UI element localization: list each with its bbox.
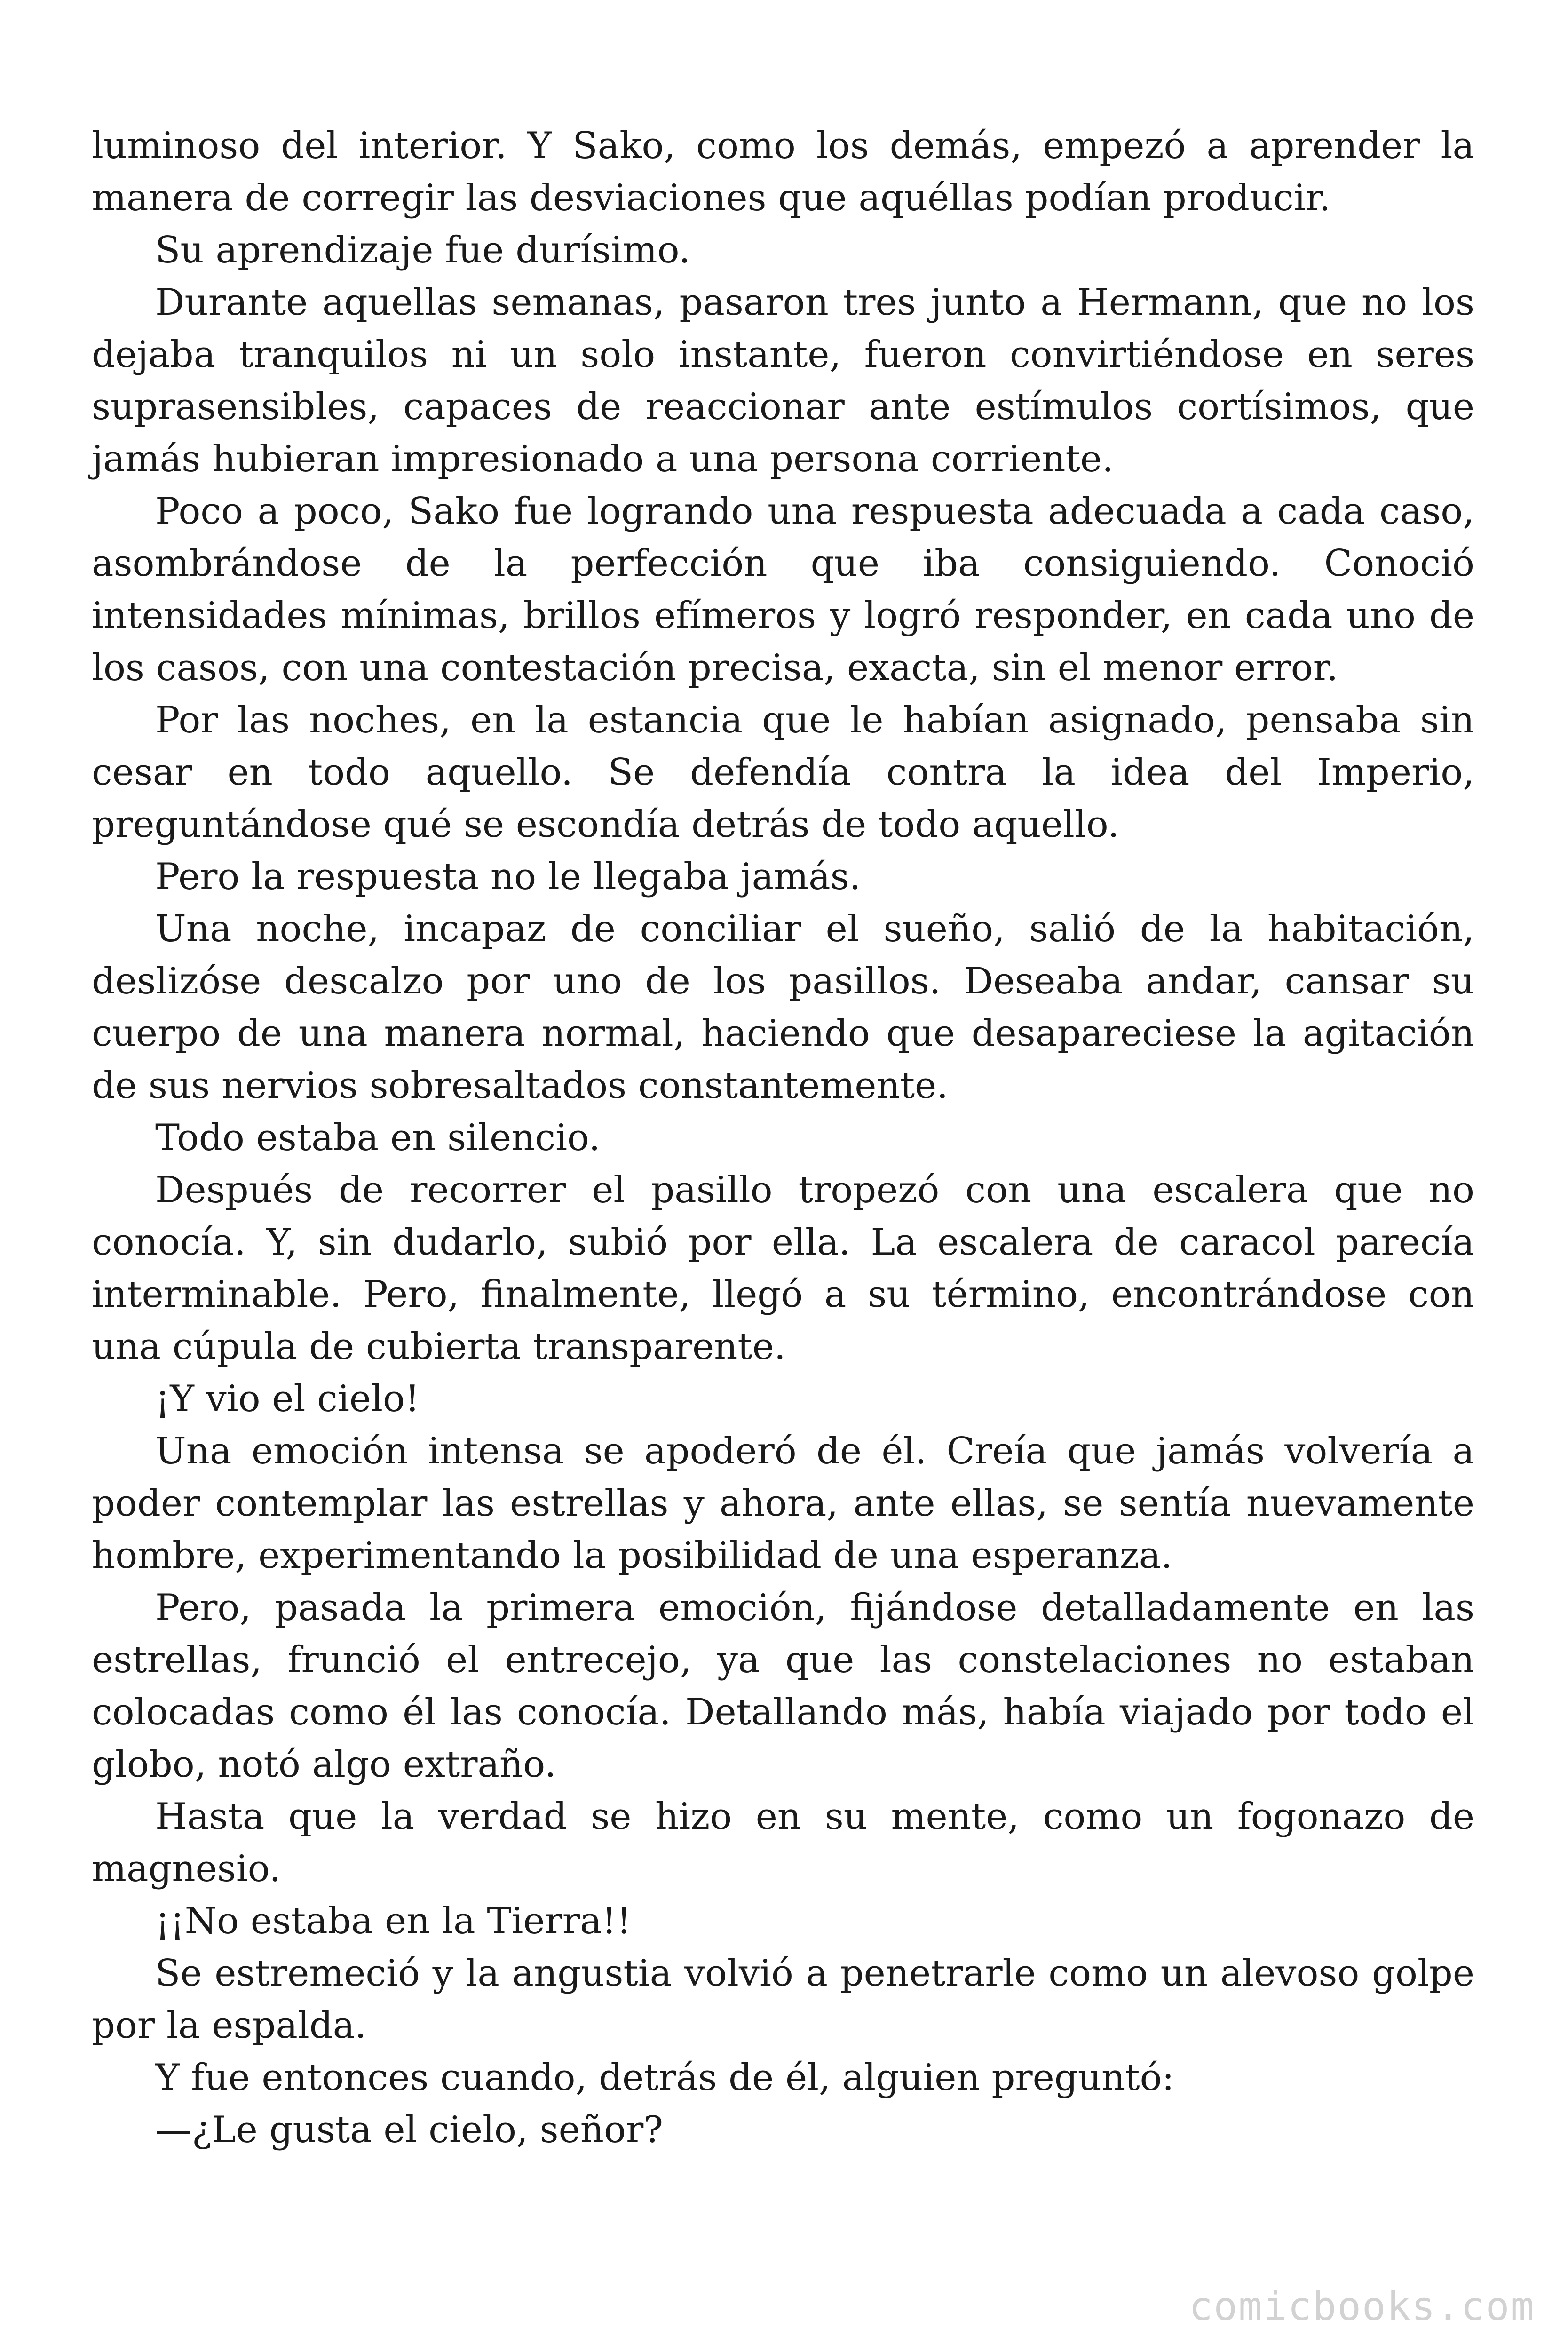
paragraph: Una noche, incapaz de conciliar el sueño, salió de la habitación, deslizóse descalzo por uno de los pasillos. Deseaba andar, cansar su cuerpo de una manera normal, haciendo que desapareciese la agitación de sus nervios sobresaltados constantemente.	[92, 908, 1474, 1107]
paragraph: Poco a poco, Sako fue logrando una respuesta adecuada a cada caso, asombrándose de la perfección que iba consiguiendo. Conoció intensidades mínimas, brillos efímeros y logró responder, en cada uno de los casos, con una contestación precisa, exacta, sin el menor error.	[92, 490, 1474, 689]
paragraph: Y fue entonces cuando, detrás de él, alguien preguntó:	[155, 2057, 1174, 2099]
paragraph: Después de recorrer el pasillo tropezó con una escalera que no conocía. Y, sin dudarlo, subió por ella. La escalera de caracol parecía interminable. Pero, finalmente, llegó a su término, encontrándose con una cúpula de cubierta transparente.	[92, 1169, 1474, 1368]
paragraph: Por las noches, en la estancia que le habían asignado, pensaba sin cesar en todo aquello. Se defendía contra la idea del Imperio, preguntándose qué se escondía detrás de todo aquello.	[92, 699, 1474, 846]
paragraph: Se estremeció y la angustia volvió a penetrarle como un alevoso golpe por la espalda.	[92, 1952, 1474, 2047]
paragraph: ¡¡No estaba en la Tierra!!	[155, 1900, 632, 1942]
page-body	[92, 120, 1474, 2156]
paragraph: Pero la respuesta no le llegaba jamás.	[155, 856, 861, 898]
watermark: comicbooks.com	[1188, 2283, 1535, 2329]
paragraph: Pero, pasada la primera emoción, fijándose detalladamente en las estrellas, frunció el entrecejo, ya que las constelaciones no estaban colocadas como él las conocía. Detallando más, había viajado por todo el globo, notó algo extraño.	[92, 1587, 1474, 1786]
paragraph: Hasta que la verdad se hizo en su mente, como un fogonazo de magnesio.	[92, 1796, 1474, 1890]
paragraph: Durante aquellas semanas, pasaron tres junto a Hermann, que no los dejaba tranquilos ni un solo instante, fueron convirtiéndose en seres suprasensibles, capaces de reaccionar ante estímulos cortísimos, que jamás hubieran impresionado a una persona corriente.	[92, 281, 1474, 480]
paragraph: Todo estaba en silencio.	[155, 1117, 601, 1159]
paragraph: ¡Y vio el cielo!	[155, 1378, 420, 1420]
paragraph: Su aprendizaje fue durísimo.	[155, 229, 690, 271]
paragraph: Una emoción intensa se apoderó de él. Creía que jamás volvería a poder contemplar las estrellas y ahora, ante ellas, se sentía nuevamente hombre, experimentando la posibilidad de una esperanza.	[92, 1430, 1474, 1577]
paragraph: luminoso del interior. Y Sako, como los demás, empezó a aprender la manera de corregir las desviaciones que aquéllas podían producir.	[92, 125, 1474, 219]
paragraph: —¿Le gusta el cielo, señor?	[155, 2109, 664, 2151]
